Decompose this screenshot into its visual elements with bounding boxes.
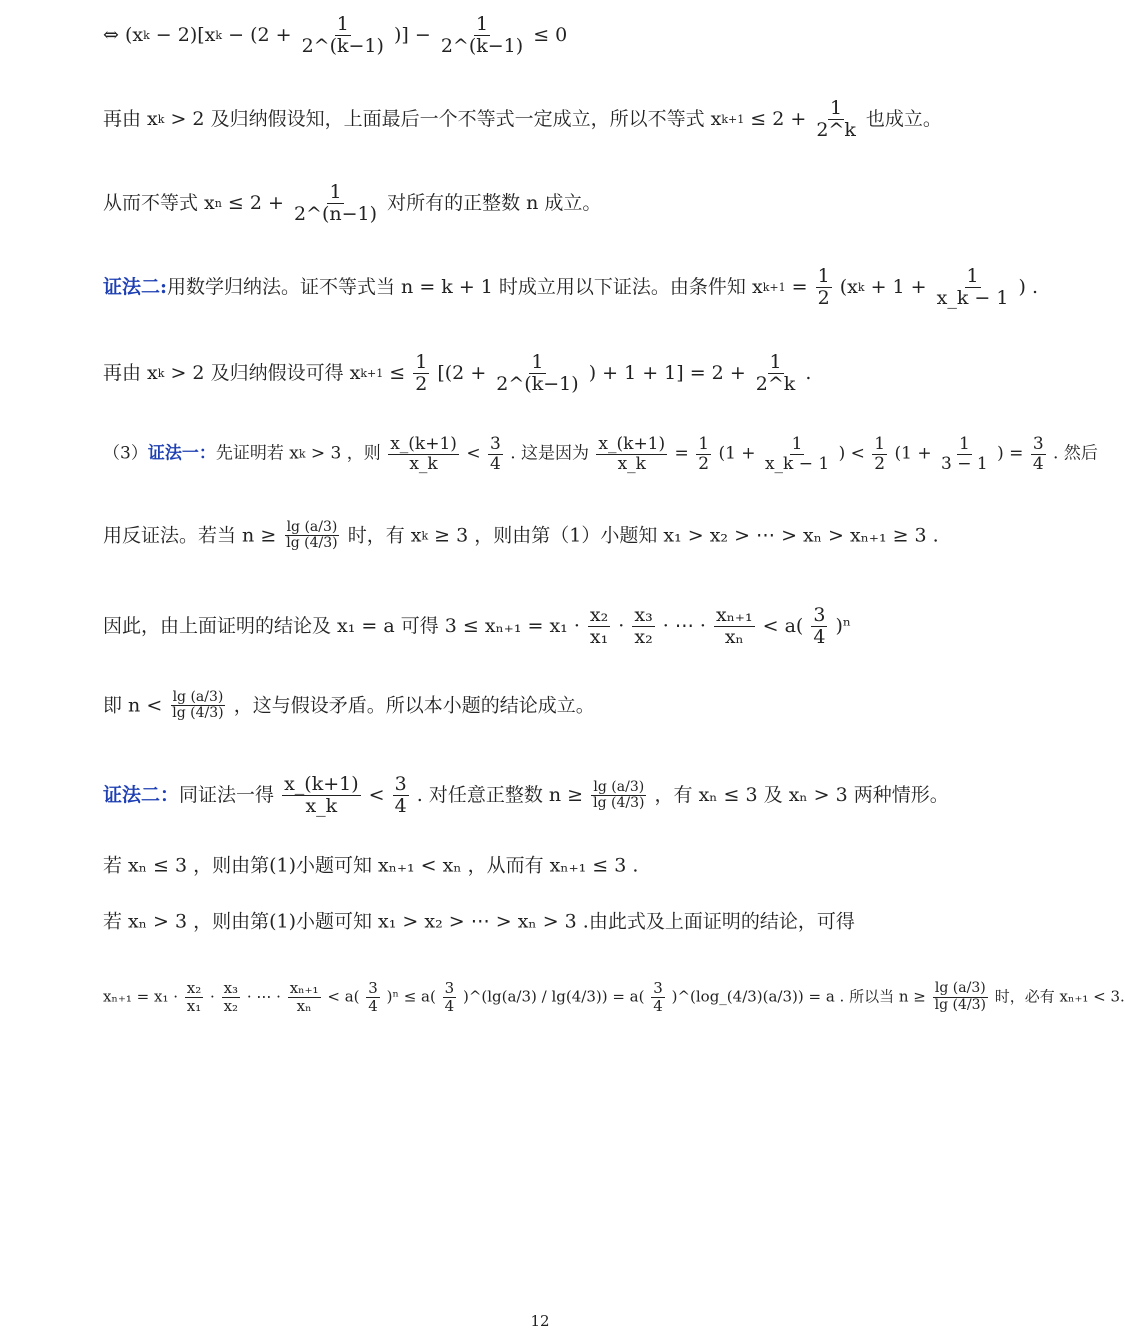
text: − 2)[x <box>149 23 216 46</box>
text: )ⁿ <box>835 614 852 637</box>
numerator: 1 <box>791 434 803 454</box>
denominator: xₙ <box>296 996 312 1015</box>
text: ) < <box>838 443 871 464</box>
denominator: 3 − 1 <box>941 453 988 474</box>
numerator: x_(k+1) <box>598 434 666 454</box>
fraction <box>811 605 827 648</box>
denominator: 4 <box>1032 453 1044 474</box>
text: < <box>466 443 486 464</box>
fraction <box>1031 435 1046 473</box>
text: 从而不等式 x <box>103 191 215 214</box>
text: ) . <box>1018 275 1039 298</box>
fraction <box>696 435 711 473</box>
fraction <box>651 980 665 1014</box>
denominator: x_k − 1 <box>764 453 830 474</box>
denominator: x₁ <box>589 625 609 648</box>
text: · ⋯ · <box>662 614 712 637</box>
numerator: 1 <box>415 351 428 373</box>
fraction <box>814 98 858 141</box>
numerator: lg (a/3) <box>593 778 645 795</box>
text: · ⋯ · <box>246 987 286 1006</box>
fraction <box>591 780 646 812</box>
numerator: x₃ <box>634 604 653 626</box>
denominator: 2 <box>415 372 428 395</box>
text-line-7 <box>103 520 939 552</box>
denominator: lg (4/3) <box>172 705 224 722</box>
numerator: x₂ <box>186 979 202 997</box>
text: (1 + <box>894 443 938 464</box>
fraction <box>393 774 409 817</box>
fraction <box>714 605 755 648</box>
numerator: 3 <box>444 979 455 997</box>
numerator: x₃ <box>223 979 239 997</box>
numerator: x_(k+1) <box>284 773 359 795</box>
text: > 2 及归纳假设知，上面最后一个不等式一定成立，所以不等式 x <box>164 107 722 130</box>
denominator: 4 <box>489 453 501 474</box>
proof-label: 证法二: <box>103 275 168 298</box>
denominator: x₂ <box>223 996 239 1015</box>
denominator: x_k − 1 <box>936 286 1009 309</box>
denominator: 4 <box>444 996 455 1015</box>
text: = <box>674 443 695 464</box>
fraction <box>413 352 429 395</box>
subscript: k <box>157 112 165 126</box>
text: ，有 xₙ ≤ 3 及 xₙ > 3 两种情形。 <box>654 783 949 806</box>
text: )^(log_(4/3)(a/3)) = a . 所以当 n ≥ <box>671 987 931 1006</box>
numerator: 1 <box>958 434 970 454</box>
text: > 3 ，则 <box>305 443 387 464</box>
text: 因此，由上面证明的结论及 x₁ = a 可得 3 ≤ xₙ₊₁ = x₁ · <box>103 614 586 637</box>
denominator: 2^(n−1) <box>293 202 378 225</box>
text: ≥ 3 ，则由第（1）小题知 x₁ > x₂ > ⋯ > xₙ > xₙ₊₁ ≥ 3 . <box>428 524 939 547</box>
fraction <box>935 266 1011 309</box>
page-number: 12 <box>530 1312 550 1330</box>
denominator: 4 <box>653 996 663 1015</box>
text-line-10 <box>103 774 949 817</box>
text-line-2 <box>103 98 942 141</box>
text-line-4 <box>103 266 1038 309</box>
denominator: 2^(k−1) <box>496 372 579 395</box>
text: [(2 + <box>437 361 493 384</box>
numerator: 1 <box>329 181 342 203</box>
fraction <box>872 435 887 473</box>
denominator: 4 <box>394 794 407 817</box>
numerator: lg (a/3) <box>172 689 224 705</box>
numerator: 3 <box>489 434 501 454</box>
fraction <box>288 980 321 1014</box>
numerator: 3 <box>653 979 663 997</box>
text: > 2 及归纳假设可得 x <box>164 361 361 384</box>
denominator: lg (4/3) <box>593 794 645 811</box>
fraction <box>588 605 610 648</box>
text: . <box>805 361 812 384</box>
text: 用数学归纳法。证不等式当 n = k + 1 时成立用以下证法。由条件知 x <box>167 275 763 298</box>
subscript: k <box>857 280 865 294</box>
text: = <box>785 275 814 298</box>
text: · <box>210 987 220 1006</box>
text: . 对任意正整数 n ≥ <box>416 783 590 806</box>
denominator: 2^k <box>755 372 796 395</box>
numerator: 1 <box>531 351 544 373</box>
subscript: k+1 <box>762 280 786 294</box>
numerator: lg (a/3) <box>934 980 986 997</box>
fraction <box>763 435 831 473</box>
denominator: 2^(k−1) <box>440 34 524 57</box>
fraction <box>300 14 386 57</box>
math-line-1 <box>103 14 567 57</box>
denominator: 2^k <box>816 118 856 141</box>
subscript: k+1 <box>721 112 745 126</box>
denominator: 2 <box>817 286 830 309</box>
fraction <box>939 435 990 473</box>
text: 若 xₙ ≤ 3 ，则由第(1)小题可知 xₙ₊₁ < xₙ ，从而有 xₙ₊₁ ≤ 3 . <box>103 854 639 877</box>
numerator: 1 <box>874 434 886 454</box>
denominator: 2^(k−1) <box>301 34 384 57</box>
text: ，这与假设矛盾。所以本小题的结论成立。 <box>233 694 595 717</box>
text-line-9 <box>103 690 595 722</box>
text-line-5 <box>103 352 811 395</box>
text-line-11 <box>103 856 638 876</box>
numerator: 3 <box>1032 434 1044 454</box>
numerator: 1 <box>966 265 979 287</box>
subscript: k+1 <box>360 366 384 380</box>
denominator: x₂ <box>634 625 653 648</box>
fraction <box>596 435 667 473</box>
numerator: x₂ <box>589 604 609 626</box>
text: 用反证法。若当 n ≥ <box>103 524 283 547</box>
text: 再由 x <box>103 107 158 130</box>
fraction <box>388 435 459 473</box>
subscript: k <box>298 447 306 461</box>
denominator: xₙ <box>724 625 744 648</box>
text: . 这是因为 <box>510 443 595 464</box>
text: ) = <box>997 443 1029 464</box>
numerator: 1 <box>769 351 782 373</box>
denominator: 2 <box>698 453 710 474</box>
subscript: k <box>143 28 150 42</box>
text-line-12 <box>103 912 855 932</box>
numerator: 1 <box>830 97 843 119</box>
text: < a( <box>762 614 804 637</box>
proof-label: 证法二： <box>103 783 180 806</box>
text: . 然后 <box>1053 443 1098 464</box>
numerator: lg (a/3) <box>286 519 338 535</box>
fraction <box>754 352 798 395</box>
proof-label: 证法一： <box>147 443 216 464</box>
text: 也成立。 <box>865 107 942 130</box>
text: )] − <box>393 23 437 46</box>
text: ) + 1 + 1] = 2 + <box>588 361 752 384</box>
fraction <box>443 980 457 1014</box>
text: 若 xₙ > 3 ，则由第(1)小题可知 x₁ > x₂ > ⋯ > xₙ > 3 .由此式及上面证明的结论，可得 <box>103 910 855 933</box>
numerator: 1 <box>817 265 830 287</box>
subscript: k <box>421 529 429 543</box>
text: 再由 x <box>103 361 158 384</box>
numerator: 1 <box>475 13 489 35</box>
denominator: lg (4/3) <box>286 535 338 552</box>
text: + 1 + <box>864 275 933 298</box>
numerator: 3 <box>394 773 407 795</box>
text: xₙ₊₁ = x₁ · <box>103 987 183 1006</box>
text: ≤ 2 + <box>221 191 290 214</box>
text: − (2 + <box>222 23 298 46</box>
text: ≤ 0 <box>533 23 568 46</box>
fraction <box>366 980 380 1014</box>
text: 先证明若 x <box>215 443 299 464</box>
denominator: x_k <box>305 794 338 817</box>
numerator: 3 <box>813 604 826 626</box>
fraction <box>439 14 525 57</box>
text: )ⁿ ≤ a( <box>386 987 436 1006</box>
text-line-6 <box>103 435 1098 473</box>
fraction <box>284 520 339 552</box>
denominator: x_k <box>409 453 438 474</box>
fraction <box>222 980 240 1014</box>
denominator: x₁ <box>186 996 202 1015</box>
text: < a( <box>327 987 360 1006</box>
text: 时，有 x <box>347 524 422 547</box>
text: · <box>618 614 631 637</box>
text: )^(lg(a/3) / lg(4/3)) = a( <box>462 987 645 1006</box>
fraction <box>632 605 654 648</box>
text: < <box>368 783 391 806</box>
denominator: lg (4/3) <box>934 996 986 1013</box>
numerator: x_(k+1) <box>390 434 457 454</box>
subscript: k <box>157 366 165 380</box>
text-line-8 <box>103 605 851 648</box>
subscript: n <box>214 196 222 210</box>
numerator: 1 <box>336 13 349 35</box>
numerator: 3 <box>368 979 378 997</box>
text: ≤ <box>383 361 412 384</box>
denominator: x_k <box>617 453 646 474</box>
denominator: 4 <box>368 996 378 1015</box>
fraction <box>494 352 580 395</box>
denominator: 2 <box>874 453 886 474</box>
fraction <box>816 266 832 309</box>
text-line-3 <box>103 182 601 225</box>
subscript: k <box>215 28 223 42</box>
text: 对所有的正整数 n 成立。 <box>387 191 602 214</box>
text: 同证法一得 <box>179 783 281 806</box>
fraction <box>933 981 988 1013</box>
text: （3） <box>103 443 148 464</box>
denominator: 4 <box>813 625 826 648</box>
numerator: xₙ₊₁ <box>289 979 319 997</box>
text: ≤ 2 + <box>744 107 813 130</box>
fraction <box>185 980 203 1014</box>
fraction <box>292 182 379 225</box>
fraction <box>170 690 225 722</box>
text: 即 n < <box>103 694 169 717</box>
text: 时，必有 xₙ₊₁ < 3. <box>994 987 1125 1006</box>
numerator: xₙ₊₁ <box>715 604 753 626</box>
text: ⇔ (x <box>103 23 144 46</box>
text: (1 + <box>718 443 761 464</box>
fraction <box>282 774 361 817</box>
math-line-13 <box>103 980 1125 1014</box>
fraction <box>488 435 503 473</box>
numerator: 1 <box>698 434 710 454</box>
text: (x <box>839 275 858 298</box>
